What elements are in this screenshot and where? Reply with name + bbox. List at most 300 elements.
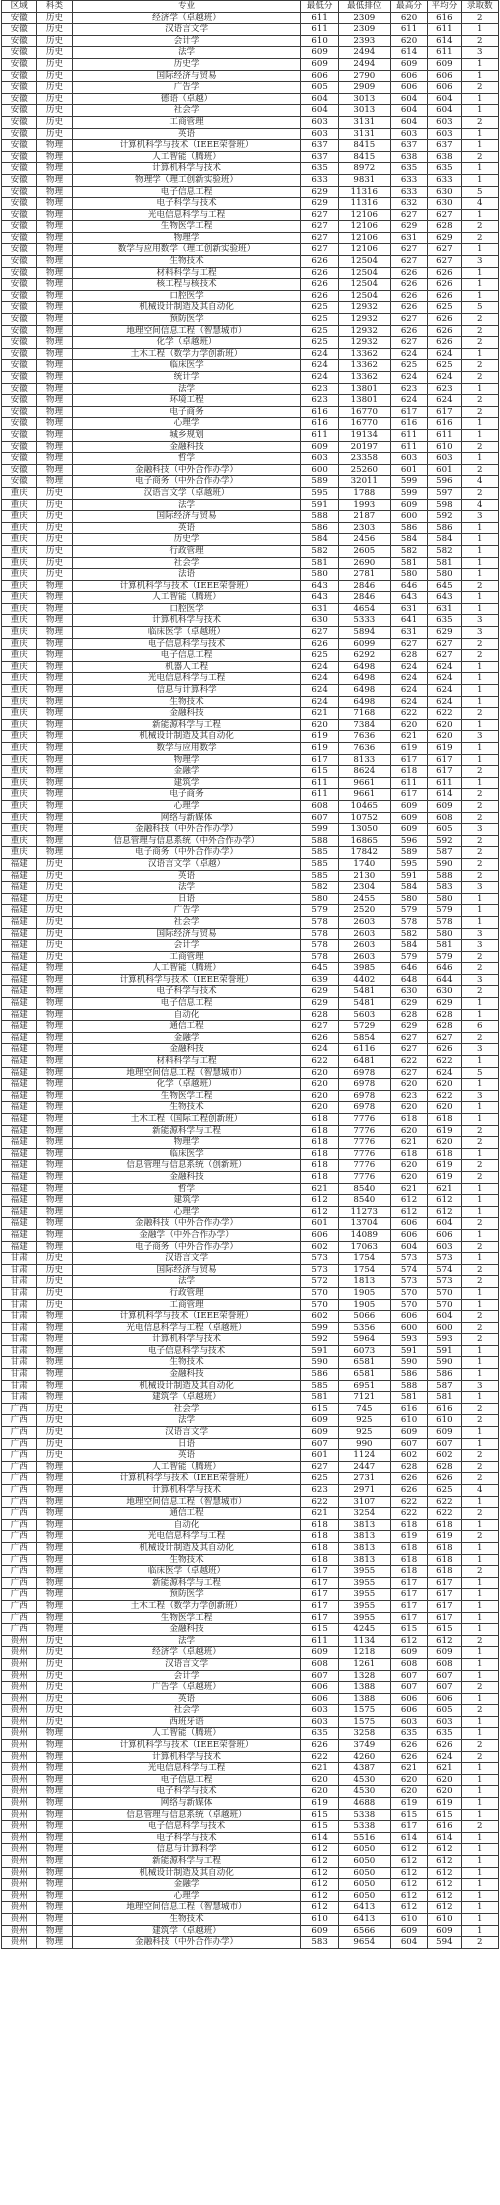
- cell-max-score: 618: [390, 1566, 427, 1578]
- cell-major: 人工智能（腾班）: [72, 592, 301, 604]
- cell-subject: 历史: [37, 116, 72, 128]
- cell-min-rank: 1754: [338, 1264, 390, 1276]
- cell-major: 化学（卓越班）: [72, 1079, 301, 1091]
- table-row: [2, 893, 499, 905]
- table-row: [2, 1751, 499, 1763]
- cell-subject: 历史: [37, 569, 72, 581]
- cell-avg-score: 618: [428, 1554, 461, 1566]
- table-row: [2, 905, 499, 917]
- cell-avg-score: 610: [428, 441, 461, 453]
- cell-region: 安徽: [2, 279, 37, 291]
- cell-subject: 物理: [37, 731, 72, 743]
- cell-max-score: 609: [390, 800, 427, 812]
- table-row: [2, 534, 499, 546]
- cell-min-rank: 8972: [338, 163, 390, 175]
- table-row: [2, 1322, 499, 1334]
- cell-admitted-count: 1: [461, 905, 498, 917]
- cell-avg-score: 645: [428, 580, 461, 592]
- cell-major: 计算机科学与技术（IEEE荣誉班）: [72, 580, 301, 592]
- cell-max-score: 618: [390, 1554, 427, 1566]
- cell-admitted-count: 2: [461, 650, 498, 662]
- cell-subject: 历史: [37, 24, 72, 36]
- cell-max-score: 621: [390, 1763, 427, 1775]
- cell-region: 安徽: [2, 325, 37, 337]
- cell-admitted-count: 2: [461, 986, 498, 998]
- cell-avg-score: 620: [428, 1102, 461, 1114]
- cell-min-score: 624: [301, 1044, 338, 1056]
- cell-min-rank: 17063: [338, 1241, 390, 1253]
- cell-major: 材料科学与工程: [72, 267, 301, 279]
- cell-subject: 历史: [37, 1693, 72, 1705]
- cell-admitted-count: 3: [461, 47, 498, 59]
- table-row: [2, 1786, 499, 1798]
- cell-avg-score: 611: [428, 777, 461, 789]
- cell-min-score: 617: [301, 1600, 338, 1612]
- cell-max-score: 624: [390, 395, 427, 407]
- cell-subject: 物理: [37, 1809, 72, 1821]
- cell-min-rank: 6978: [338, 1090, 390, 1102]
- cell-region: 贵州: [2, 1670, 37, 1682]
- cell-max-score: 608: [390, 1658, 427, 1670]
- cell-major: 英语: [72, 522, 301, 534]
- cell-max-score: 584: [390, 882, 427, 894]
- cell-admitted-count: 1: [461, 777, 498, 789]
- table-row: [2, 870, 499, 882]
- cell-max-score: 600: [390, 511, 427, 523]
- cell-admitted-count: 2: [461, 580, 498, 592]
- cell-major: 土木工程（数学力学创新班）: [72, 348, 301, 360]
- cell-avg-score: 612: [428, 1902, 461, 1914]
- cell-max-score: 570: [390, 1299, 427, 1311]
- cell-major: 汉语言文学: [72, 1253, 301, 1265]
- cell-subject: 物理: [37, 1114, 72, 1126]
- cell-min-rank: 4387: [338, 1763, 390, 1775]
- cell-avg-score: 580: [428, 569, 461, 581]
- cell-min-rank: 1788: [338, 487, 390, 499]
- cell-avg-score: 590: [428, 1357, 461, 1369]
- cell-avg-score: 622: [428, 1056, 461, 1068]
- cell-subject: 物理: [37, 302, 72, 314]
- cell-subject: 物理: [37, 1044, 72, 1056]
- table-row: [2, 82, 499, 94]
- cell-max-score: 625: [390, 360, 427, 372]
- cell-avg-score: 586: [428, 1369, 461, 1381]
- cell-avg-score: 606: [428, 1693, 461, 1705]
- cell-min-score: 645: [301, 963, 338, 975]
- cell-major: 信息管理与信息系统（中外合作办学）: [72, 835, 301, 847]
- cell-min-rank: 3813: [338, 1531, 390, 1543]
- cell-max-score: 604: [390, 93, 427, 105]
- table-row: [2, 1021, 499, 1033]
- cell-avg-score: 604: [428, 1311, 461, 1323]
- cell-admitted-count: 2: [461, 1137, 498, 1149]
- cell-min-rank: 7776: [338, 1171, 390, 1183]
- cell-major: 金融科技: [72, 1369, 301, 1381]
- table-row: [2, 1403, 499, 1415]
- table-row: [2, 1183, 499, 1195]
- cell-min-score: 610: [301, 1913, 338, 1925]
- cell-min-score: 609: [301, 58, 338, 70]
- table-row: [2, 1473, 499, 1485]
- cell-subject: 历史: [37, 58, 72, 70]
- table-row: [2, 325, 499, 337]
- cell-admitted-count: 1: [461, 1427, 498, 1439]
- cell-major: 核工程与核技术: [72, 279, 301, 291]
- cell-min-score: 620: [301, 1774, 338, 1786]
- cell-subject: 物理: [37, 1913, 72, 1925]
- cell-min-rank: 3107: [338, 1496, 390, 1508]
- cell-avg-score: 624: [428, 1067, 461, 1079]
- cell-admitted-count: 1: [461, 1913, 498, 1925]
- cell-min-score: 611: [301, 789, 338, 801]
- cell-max-score: 622: [390, 1056, 427, 1068]
- cell-max-score: 627: [390, 256, 427, 268]
- cell-subject: 物理: [37, 1171, 72, 1183]
- cell-max-score: 609: [390, 812, 427, 824]
- cell-subject: 物理: [37, 777, 72, 789]
- cell-region: 安徽: [2, 302, 37, 314]
- cell-max-score: 584: [390, 940, 427, 952]
- cell-max-score: 573: [390, 1253, 427, 1265]
- cell-avg-score: 583: [428, 882, 461, 894]
- cell-subject: 历史: [37, 928, 72, 940]
- cell-min-score: 618: [301, 1171, 338, 1183]
- cell-major: 金融科技（中外合作办学）: [72, 824, 301, 836]
- cell-admitted-count: 3: [461, 882, 498, 894]
- cell-subject: 物理: [37, 1229, 72, 1241]
- cell-major: 地理空间信息工程（智慧城市）: [72, 1496, 301, 1508]
- cell-min-score: 586: [301, 522, 338, 534]
- cell-min-score: 580: [301, 569, 338, 581]
- cell-min-rank: 6050: [338, 1867, 390, 1879]
- cell-min-rank: 4688: [338, 1798, 390, 1810]
- cell-min-score: 618: [301, 1531, 338, 1543]
- cell-major: 广告学: [72, 82, 301, 94]
- cell-subject: 物理: [37, 1009, 72, 1021]
- cell-subject: 历史: [37, 1403, 72, 1415]
- cell-min-score: 612: [301, 1890, 338, 1902]
- cell-admitted-count: 1: [461, 719, 498, 731]
- cell-max-score: 591: [390, 870, 427, 882]
- cell-admitted-count: 1: [461, 1253, 498, 1265]
- table-row: [2, 650, 499, 662]
- cell-min-rank: 7776: [338, 1137, 390, 1149]
- cell-min-score: 612: [301, 1844, 338, 1856]
- cell-region: 安徽: [2, 418, 37, 430]
- cell-min-score: 578: [301, 916, 338, 928]
- admission-score-table: [1, 0, 499, 1949]
- table-row: [2, 395, 499, 407]
- cell-major: 汉语言文学（卓越）: [72, 858, 301, 870]
- cell-region: 甘肃: [2, 1287, 37, 1299]
- cell-avg-score: 637: [428, 140, 461, 152]
- cell-avg-score: 609: [428, 800, 461, 812]
- cell-subject: 物理: [37, 1867, 72, 1879]
- cell-major: 地理空间信息工程（智慧城市）: [72, 325, 301, 337]
- cell-subject: 历史: [37, 1276, 72, 1288]
- table-row: [2, 580, 499, 592]
- cell-min-rank: 13050: [338, 824, 390, 836]
- table-row: [2, 511, 499, 523]
- cell-subject: 物理: [37, 441, 72, 453]
- cell-min-rank: 2303: [338, 522, 390, 534]
- cell-max-score: 606: [390, 82, 427, 94]
- cell-avg-score: 612: [428, 1890, 461, 1902]
- cell-min-score: 629: [301, 198, 338, 210]
- cell-major: 心理学: [72, 1890, 301, 1902]
- header-max-score: 最高分: [390, 1, 427, 13]
- cell-avg-score: 627: [428, 638, 461, 650]
- table-row: [2, 383, 499, 395]
- cell-admitted-count: 1: [461, 267, 498, 279]
- cell-min-score: 624: [301, 348, 338, 360]
- cell-max-score: 581: [390, 557, 427, 569]
- cell-subject: 物理: [37, 1183, 72, 1195]
- cell-region: 广西: [2, 1485, 37, 1497]
- cell-min-rank: 6050: [338, 1879, 390, 1891]
- cell-subject: 物理: [37, 1496, 72, 1508]
- cell-avg-score: 617: [428, 754, 461, 766]
- cell-min-score: 621: [301, 1183, 338, 1195]
- table-row: [2, 1658, 499, 1670]
- cell-min-rank: 13362: [338, 348, 390, 360]
- cell-max-score: 606: [390, 1229, 427, 1241]
- cell-max-score: 623: [390, 383, 427, 395]
- cell-min-score: 606: [301, 70, 338, 82]
- cell-major: 历史学: [72, 58, 301, 70]
- table-row: [2, 487, 499, 499]
- cell-min-rank: 2456: [338, 534, 390, 546]
- cell-max-score: 635: [390, 1728, 427, 1740]
- cell-avg-score: 627: [428, 244, 461, 256]
- cell-avg-score: 590: [428, 858, 461, 870]
- cell-max-score: 609: [390, 824, 427, 836]
- cell-max-score: 604: [390, 116, 427, 128]
- cell-region: 福建: [2, 951, 37, 963]
- cell-max-score: 626: [390, 279, 427, 291]
- table-row: [2, 708, 499, 720]
- table-row: [2, 1056, 499, 1068]
- cell-major: 生物技术: [72, 256, 301, 268]
- cell-subject: 物理: [37, 1751, 72, 1763]
- cell-major: 电子科学与技术: [72, 986, 301, 998]
- table-row: [2, 1844, 499, 1856]
- cell-min-score: 601: [301, 1450, 338, 1462]
- cell-max-score: 609: [390, 1925, 427, 1937]
- cell-major: 计算机科学与技术（IEEE荣誉班）: [72, 1311, 301, 1323]
- cell-major: 生物医学工程: [72, 221, 301, 233]
- table-row: [2, 372, 499, 384]
- cell-max-score: 606: [390, 1693, 427, 1705]
- cell-admitted-count: 5: [461, 302, 498, 314]
- cell-admitted-count: 2: [461, 1461, 498, 1473]
- cell-subject: 历史: [37, 93, 72, 105]
- table-row: [2, 1044, 499, 1056]
- cell-admitted-count: 2: [461, 441, 498, 453]
- cell-max-score: 627: [390, 314, 427, 326]
- cell-admitted-count: 2: [461, 812, 498, 824]
- cell-avg-score: 616: [428, 418, 461, 430]
- cell-min-rank: 12932: [338, 337, 390, 349]
- cell-region: 贵州: [2, 1716, 37, 1728]
- cell-region: 广西: [2, 1473, 37, 1485]
- cell-avg-score: 635: [428, 615, 461, 627]
- cell-subject: 物理: [37, 1090, 72, 1102]
- cell-min-rank: 6498: [338, 696, 390, 708]
- cell-min-score: 585: [301, 870, 338, 882]
- cell-min-rank: 8624: [338, 766, 390, 778]
- cell-max-score: 620: [390, 1786, 427, 1798]
- cell-region: 贵州: [2, 1832, 37, 1844]
- table-row: [2, 1287, 499, 1299]
- cell-major: 自动化: [72, 1519, 301, 1531]
- table-row: [2, 290, 499, 302]
- cell-min-score: 611: [301, 777, 338, 789]
- cell-admitted-count: 1: [461, 1693, 498, 1705]
- cell-region: 广西: [2, 1438, 37, 1450]
- cell-region: 安徽: [2, 12, 37, 24]
- cell-region: 重庆: [2, 557, 37, 569]
- cell-avg-score: 596: [428, 476, 461, 488]
- cell-subject: 历史: [37, 1264, 72, 1276]
- cell-admitted-count: 3: [461, 511, 498, 523]
- table-row: [2, 1867, 499, 1879]
- cell-major: 机械设计制造及其自动化: [72, 1867, 301, 1879]
- cell-min-score: 635: [301, 163, 338, 175]
- table-row: [2, 1531, 499, 1543]
- cell-admitted-count: 1: [461, 1786, 498, 1798]
- table-row: [2, 151, 499, 163]
- cell-min-score: 624: [301, 661, 338, 673]
- cell-region: 贵州: [2, 1798, 37, 1810]
- cell-region: 福建: [2, 1067, 37, 1079]
- cell-admitted-count: 1: [461, 1542, 498, 1554]
- cell-max-score: 616: [390, 418, 427, 430]
- cell-admitted-count: 1: [461, 1670, 498, 1682]
- cell-avg-score: 594: [428, 1937, 461, 1949]
- table-row: [2, 1566, 499, 1578]
- cell-major: 化学（卓越班）: [72, 337, 301, 349]
- cell-min-score: 628: [301, 1009, 338, 1021]
- table-row: [2, 928, 499, 940]
- table-row: [2, 267, 499, 279]
- cell-avg-score: 618: [428, 1148, 461, 1160]
- cell-major: 计算机科学与技术（IEEE荣誉班）: [72, 1740, 301, 1752]
- cell-major: 金融科技: [72, 1044, 301, 1056]
- cell-max-score: 620: [390, 719, 427, 731]
- table-row: [2, 348, 499, 360]
- cell-admitted-count: 1: [461, 24, 498, 36]
- cell-admitted-count: 2: [461, 395, 498, 407]
- cell-major: 广告学（卓越班）: [72, 1682, 301, 1694]
- cell-min-score: 570: [301, 1299, 338, 1311]
- cell-admitted-count: 1: [461, 1369, 498, 1381]
- cell-admitted-count: 1: [461, 1624, 498, 1636]
- cell-region: 甘肃: [2, 1264, 37, 1276]
- cell-subject: 物理: [37, 986, 72, 998]
- cell-max-score: 624: [390, 673, 427, 685]
- cell-admitted-count: 2: [461, 1450, 498, 1462]
- cell-min-rank: 3955: [338, 1566, 390, 1578]
- table-row: [2, 974, 499, 986]
- cell-region: 福建: [2, 1032, 37, 1044]
- cell-max-score: 584: [390, 534, 427, 546]
- cell-min-score: 578: [301, 928, 338, 940]
- cell-avg-score: 605: [428, 824, 461, 836]
- cell-min-rank: 16770: [338, 406, 390, 418]
- cell-max-score: 626: [390, 1751, 427, 1763]
- cell-admitted-count: 2: [461, 847, 498, 859]
- cell-min-score: 610: [301, 35, 338, 47]
- cell-subject: 物理: [37, 1728, 72, 1740]
- cell-subject: 历史: [37, 905, 72, 917]
- table-row: [2, 1415, 499, 1427]
- cell-avg-score: 582: [428, 545, 461, 557]
- cell-avg-score: 617: [428, 1612, 461, 1624]
- cell-region: 广西: [2, 1415, 37, 1427]
- cell-min-rank: 8133: [338, 754, 390, 766]
- cell-min-rank: 1134: [338, 1635, 390, 1647]
- table-row: [2, 835, 499, 847]
- cell-min-rank: 3013: [338, 93, 390, 105]
- cell-admitted-count: 3: [461, 731, 498, 743]
- cell-min-rank: 2605: [338, 545, 390, 557]
- cell-min-rank: 1754: [338, 1253, 390, 1265]
- cell-subject: 历史: [37, 916, 72, 928]
- table-row: [2, 1392, 499, 1404]
- cell-min-rank: 2731: [338, 1473, 390, 1485]
- cell-max-score: 604: [390, 105, 427, 117]
- cell-region: 广西: [2, 1461, 37, 1473]
- cell-admitted-count: 1: [461, 1763, 498, 1775]
- cell-min-score: 618: [301, 1554, 338, 1566]
- cell-max-score: 624: [390, 372, 427, 384]
- cell-max-score: 627: [390, 209, 427, 221]
- table-row: [2, 1102, 499, 1114]
- cell-avg-score: 629: [428, 998, 461, 1010]
- cell-major: 土木工程（国际工程创新班）: [72, 1114, 301, 1126]
- cell-min-score: 606: [301, 1682, 338, 1694]
- cell-major: 地理空间信息工程（智慧城市）: [72, 1902, 301, 1914]
- table-row: [2, 731, 499, 743]
- table-row: [2, 557, 499, 569]
- cell-min-score: 609: [301, 47, 338, 59]
- cell-min-rank: 3955: [338, 1589, 390, 1601]
- cell-subject: 历史: [37, 1287, 72, 1299]
- cell-region: 广西: [2, 1589, 37, 1601]
- cell-region: 重庆: [2, 650, 37, 662]
- cell-region: 安徽: [2, 70, 37, 82]
- cell-min-rank: 6498: [338, 661, 390, 673]
- cell-max-score: 621: [390, 1137, 427, 1149]
- cell-max-score: 581: [390, 1392, 427, 1404]
- cell-major: 生物技术: [72, 1357, 301, 1369]
- cell-region: 福建: [2, 940, 37, 952]
- cell-avg-score: 621: [428, 1183, 461, 1195]
- cell-major: 金融科技（中外合作办学）: [72, 1937, 301, 1949]
- cell-min-rank: 12504: [338, 267, 390, 279]
- cell-region: 广西: [2, 1566, 37, 1578]
- cell-subject: 历史: [37, 522, 72, 534]
- cell-min-score: 624: [301, 696, 338, 708]
- cell-subject: 物理: [37, 406, 72, 418]
- cell-subject: 物理: [37, 140, 72, 152]
- cell-min-score: 620: [301, 1786, 338, 1798]
- cell-max-score: 586: [390, 522, 427, 534]
- cell-min-score: 573: [301, 1264, 338, 1276]
- cell-region: 重庆: [2, 777, 37, 789]
- cell-min-score: 586: [301, 1369, 338, 1381]
